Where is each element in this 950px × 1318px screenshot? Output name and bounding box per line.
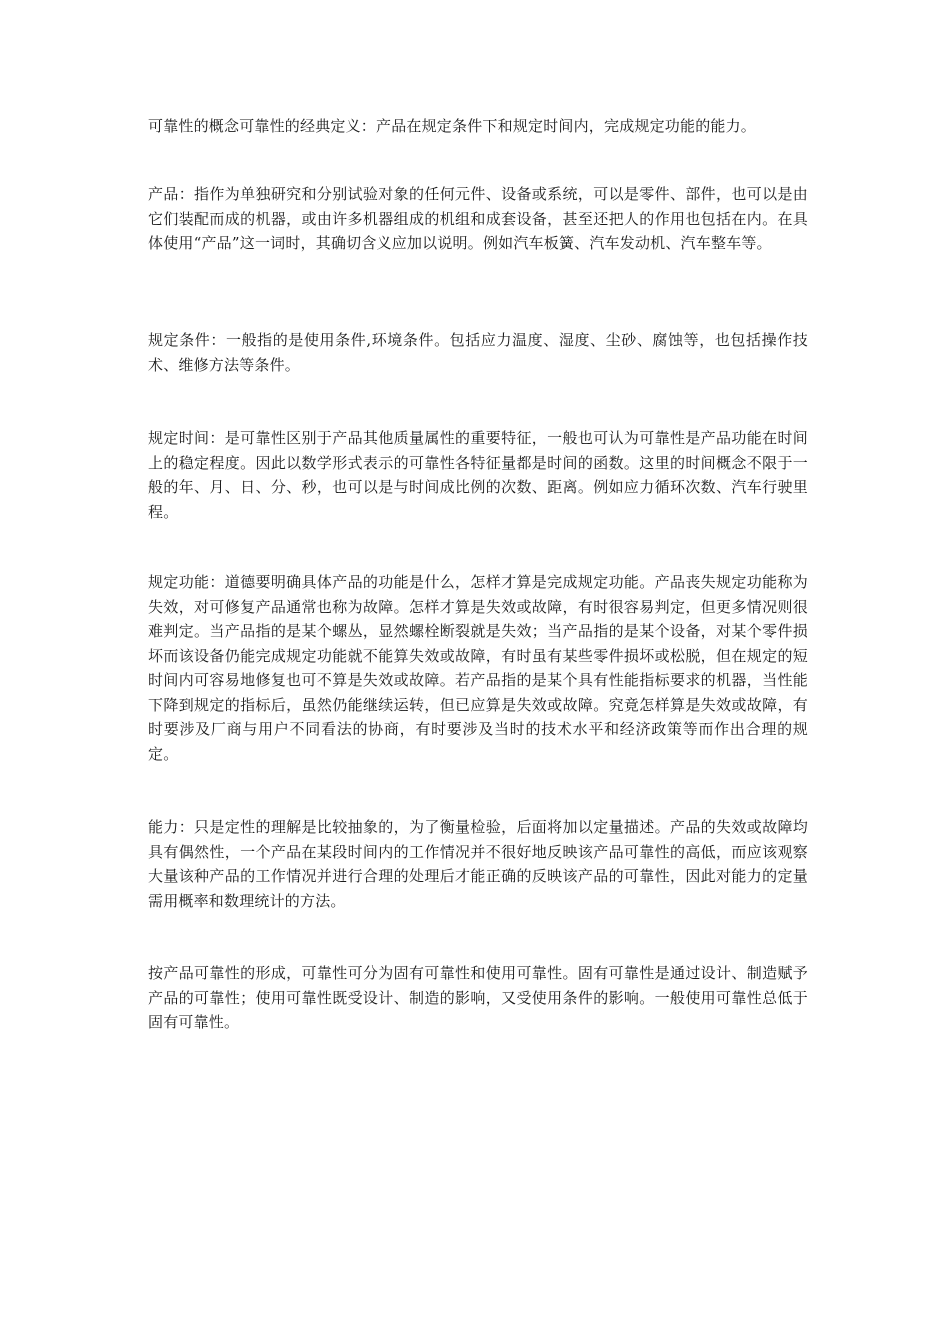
paragraph-specified-time: 规定时间：是可靠性区别于产品其他质量属性的重要特征，一般也可认为可靠性是产品功能在时间上的稳定程度。因此以数学形式表示的可靠性各特征量都是时间的函数。这里的时间概念不限于一般的年、月、日、分、秒，也可以是与时间成比例的次数、距离。例如应力循环次数、汽车行驶里程。 xyxy=(148,429,808,521)
paragraph-specified-function: 规定功能：道德要明确具体产品的功能是什么，怎样才算是完成规定功能。产品丧失规定功能称为失效，对可修复产品通常也称为故障。怎样才算是失效或故障，有时很容易判定，但更多情况则很难判定。当产品指的是某个螺丛，显然螺栓断裂就是失效；当产品指的是某个设备，对某个零件损坏而该设备仍能完成规定功能就不能算失效或故障，有时虽有某些零件损坏或松脱，但在规定的短时间内可容易地修复也可不算是失效或故障。若产品指的是某个具有性能指标要求的机器，当性能下降到规定的指标后，虽然仍能继续运转，但已应算是失效或故障。究竟怎样算是失效或故障，有时要涉及厂商与用户不同看法的协商，有时要涉及当时的技术水平和经济政策等而作出合理的规定。 xyxy=(148,573,808,763)
paragraph-reliability-classification: 按产品可靠性的形成，可靠性可分为固有可靠性和使用可靠性。固有可靠性是通过设计、制造赋予产品的可靠性；使用可靠性既受设计、制造的影响，又受使用条件的影响。一般使用可靠性总低于固有可靠性。 xyxy=(148,964,808,1031)
paragraph-product: 产品：指作为单独研究和分别试验对象的任何元件、设备或系统，可以是零件、部件，也可以是由它们装配而成的机器，或由许多机器组成的机组和成套设备，甚至还把人的作用也包括在内。在具体使用“产品”这一词时，其确切含义应加以说明。例如汽车板簧、汽车发动机、汽车整车等。 xyxy=(148,185,808,252)
paragraph-reliability-definition: 可靠性的概念可靠性的经典定义：产品在规定条件下和规定时间内，完成规定功能的能力。 xyxy=(148,117,757,135)
paragraph-capability: 能力：只是定性的理解是比较抽象的，为了衡量检验，后面将加以定量描述。产品的失效或故障均具有偶然性，一个产品在某段时间内的工作情况并不很好地反映该产品可靠性的高低，而应该观察大量该种产品的工作情况并进行合理的处理后才能正确的反映该产品的可靠性，因此对能力的定量需用概率和数理统计的方法。 xyxy=(148,818,808,910)
paragraph-specified-conditions: 规定条件：一般指的是使用条件,环境条件。包括应力温度、湿度、尘砂、腐蚀等，也包括操作技术、维修方法等条件。 xyxy=(148,331,808,374)
